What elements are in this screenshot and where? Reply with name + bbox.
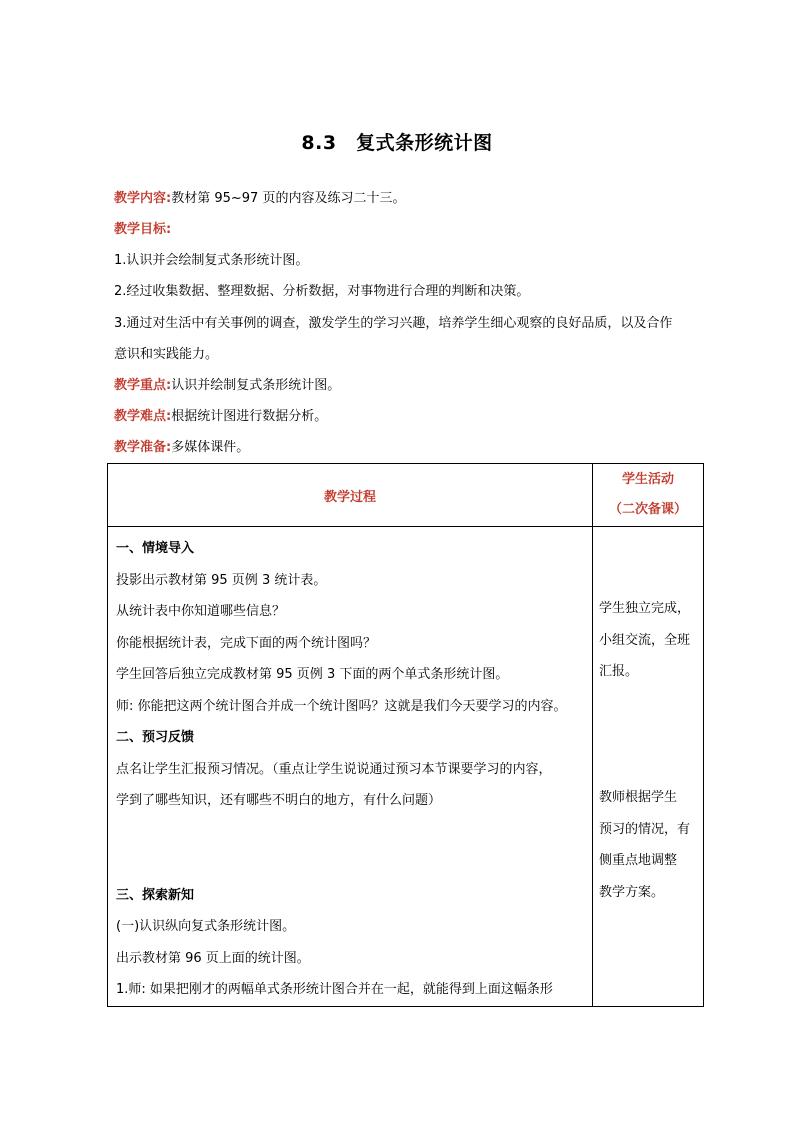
side-note-2 (599, 782, 690, 908)
page-title: 8.3 复式条形统计图 (301, 132, 493, 154)
table-header-row (108, 464, 704, 527)
process-line: 从统计表中你知道哪些信息？ (116, 604, 286, 619)
goal-item: 1.认识并会绘制复式条形统计图。 (114, 253, 309, 268)
process-line: 点名让学生汇报预习情况。（重点让学生说说通过预习本节课要学习的内容， (116, 761, 552, 777)
lesson-plan-table (107, 463, 704, 1007)
process-line: 师: 你能把这两个统计图合并成一个统计图吗？这就是我们今天要学习的内容。 (116, 698, 567, 714)
process-line: 出示教材第 96 页上面的统计图。 (116, 950, 310, 966)
goals-label-line (114, 220, 694, 240)
process-line: 学到了哪些知识，还有哪些不明白的地方，有什么问题） (116, 793, 442, 808)
side-note-line: 汇报。 (599, 664, 639, 679)
process-line: 你能根据统计表，完成下面的两个统计图吗？ (116, 635, 377, 651)
blank-line (116, 848, 592, 880)
prep-label: 教学准备: (114, 440, 172, 455)
process-line: 学生回答后独立完成教材第 95 页例 3 下面的两个单式条形统计图。 (116, 667, 509, 682)
process-cell (108, 527, 593, 1007)
side-note-1 (599, 593, 690, 688)
process-line: 1.师: 如果把刚才的两幅单式条形统计图合并在一起，就能得到上面这幅条形 (116, 982, 553, 997)
side-note-line: 教师根据学生 (599, 790, 678, 805)
section-heading: 二、预习反馈 (116, 730, 195, 745)
prep-line (114, 438, 694, 458)
goals-label: 教学目标: (114, 222, 172, 237)
student-activity-cell (593, 527, 704, 1007)
goal-item: 2.经过收集数据、整理数据、分析数据，对事物进行合理的判断和决策。 (114, 284, 530, 299)
header-student-activity (593, 464, 704, 527)
header-student-line-1: 学生活动 (621, 472, 674, 487)
key-point-label: 教学重点: (114, 378, 172, 393)
goal-item: 3.通过对生活中有关事例的调查，激发学生的学习兴趣，培养学生细心观察的良好品质，以及合作意识和实践能力。 (114, 316, 673, 362)
content-label: 教学内容: (114, 191, 172, 206)
side-note-line: 侧重点地调整 (599, 853, 678, 868)
side-note-line: 小组交流，全班 (599, 632, 691, 648)
header-process: 教学过程 (108, 464, 593, 527)
side-note-line: 学生独立完成， (599, 601, 691, 616)
content-line (114, 189, 694, 209)
process-line: 投影出示教材第 95 页例 3 统计表。 (116, 572, 327, 588)
content-text: 教材第 95~97 页的内容及练习二十三。 (171, 191, 406, 206)
section-heading: 三、探索新知 (116, 887, 195, 903)
blank-line (116, 817, 592, 849)
prep-text: 多媒体课件。 (171, 440, 250, 455)
key-point-text: 认识并绘制复式条形统计图。 (171, 378, 341, 393)
difficulty-line (114, 407, 694, 427)
difficulty-label: 教学难点: (114, 409, 172, 424)
side-note-line: 教学方案。 (599, 884, 665, 900)
difficulty-text: 根据统计图进行数据分析。 (171, 409, 328, 424)
process-line: (一)认识纵向复式条形统计图。 (116, 919, 296, 934)
key-point-line (114, 376, 694, 396)
side-note-line: 预习的情况，有 (599, 821, 691, 837)
section-heading: 一、情境导入 (116, 541, 195, 556)
table-body-row (108, 527, 704, 1007)
header-student-line-2: （二次备课） (608, 502, 687, 517)
